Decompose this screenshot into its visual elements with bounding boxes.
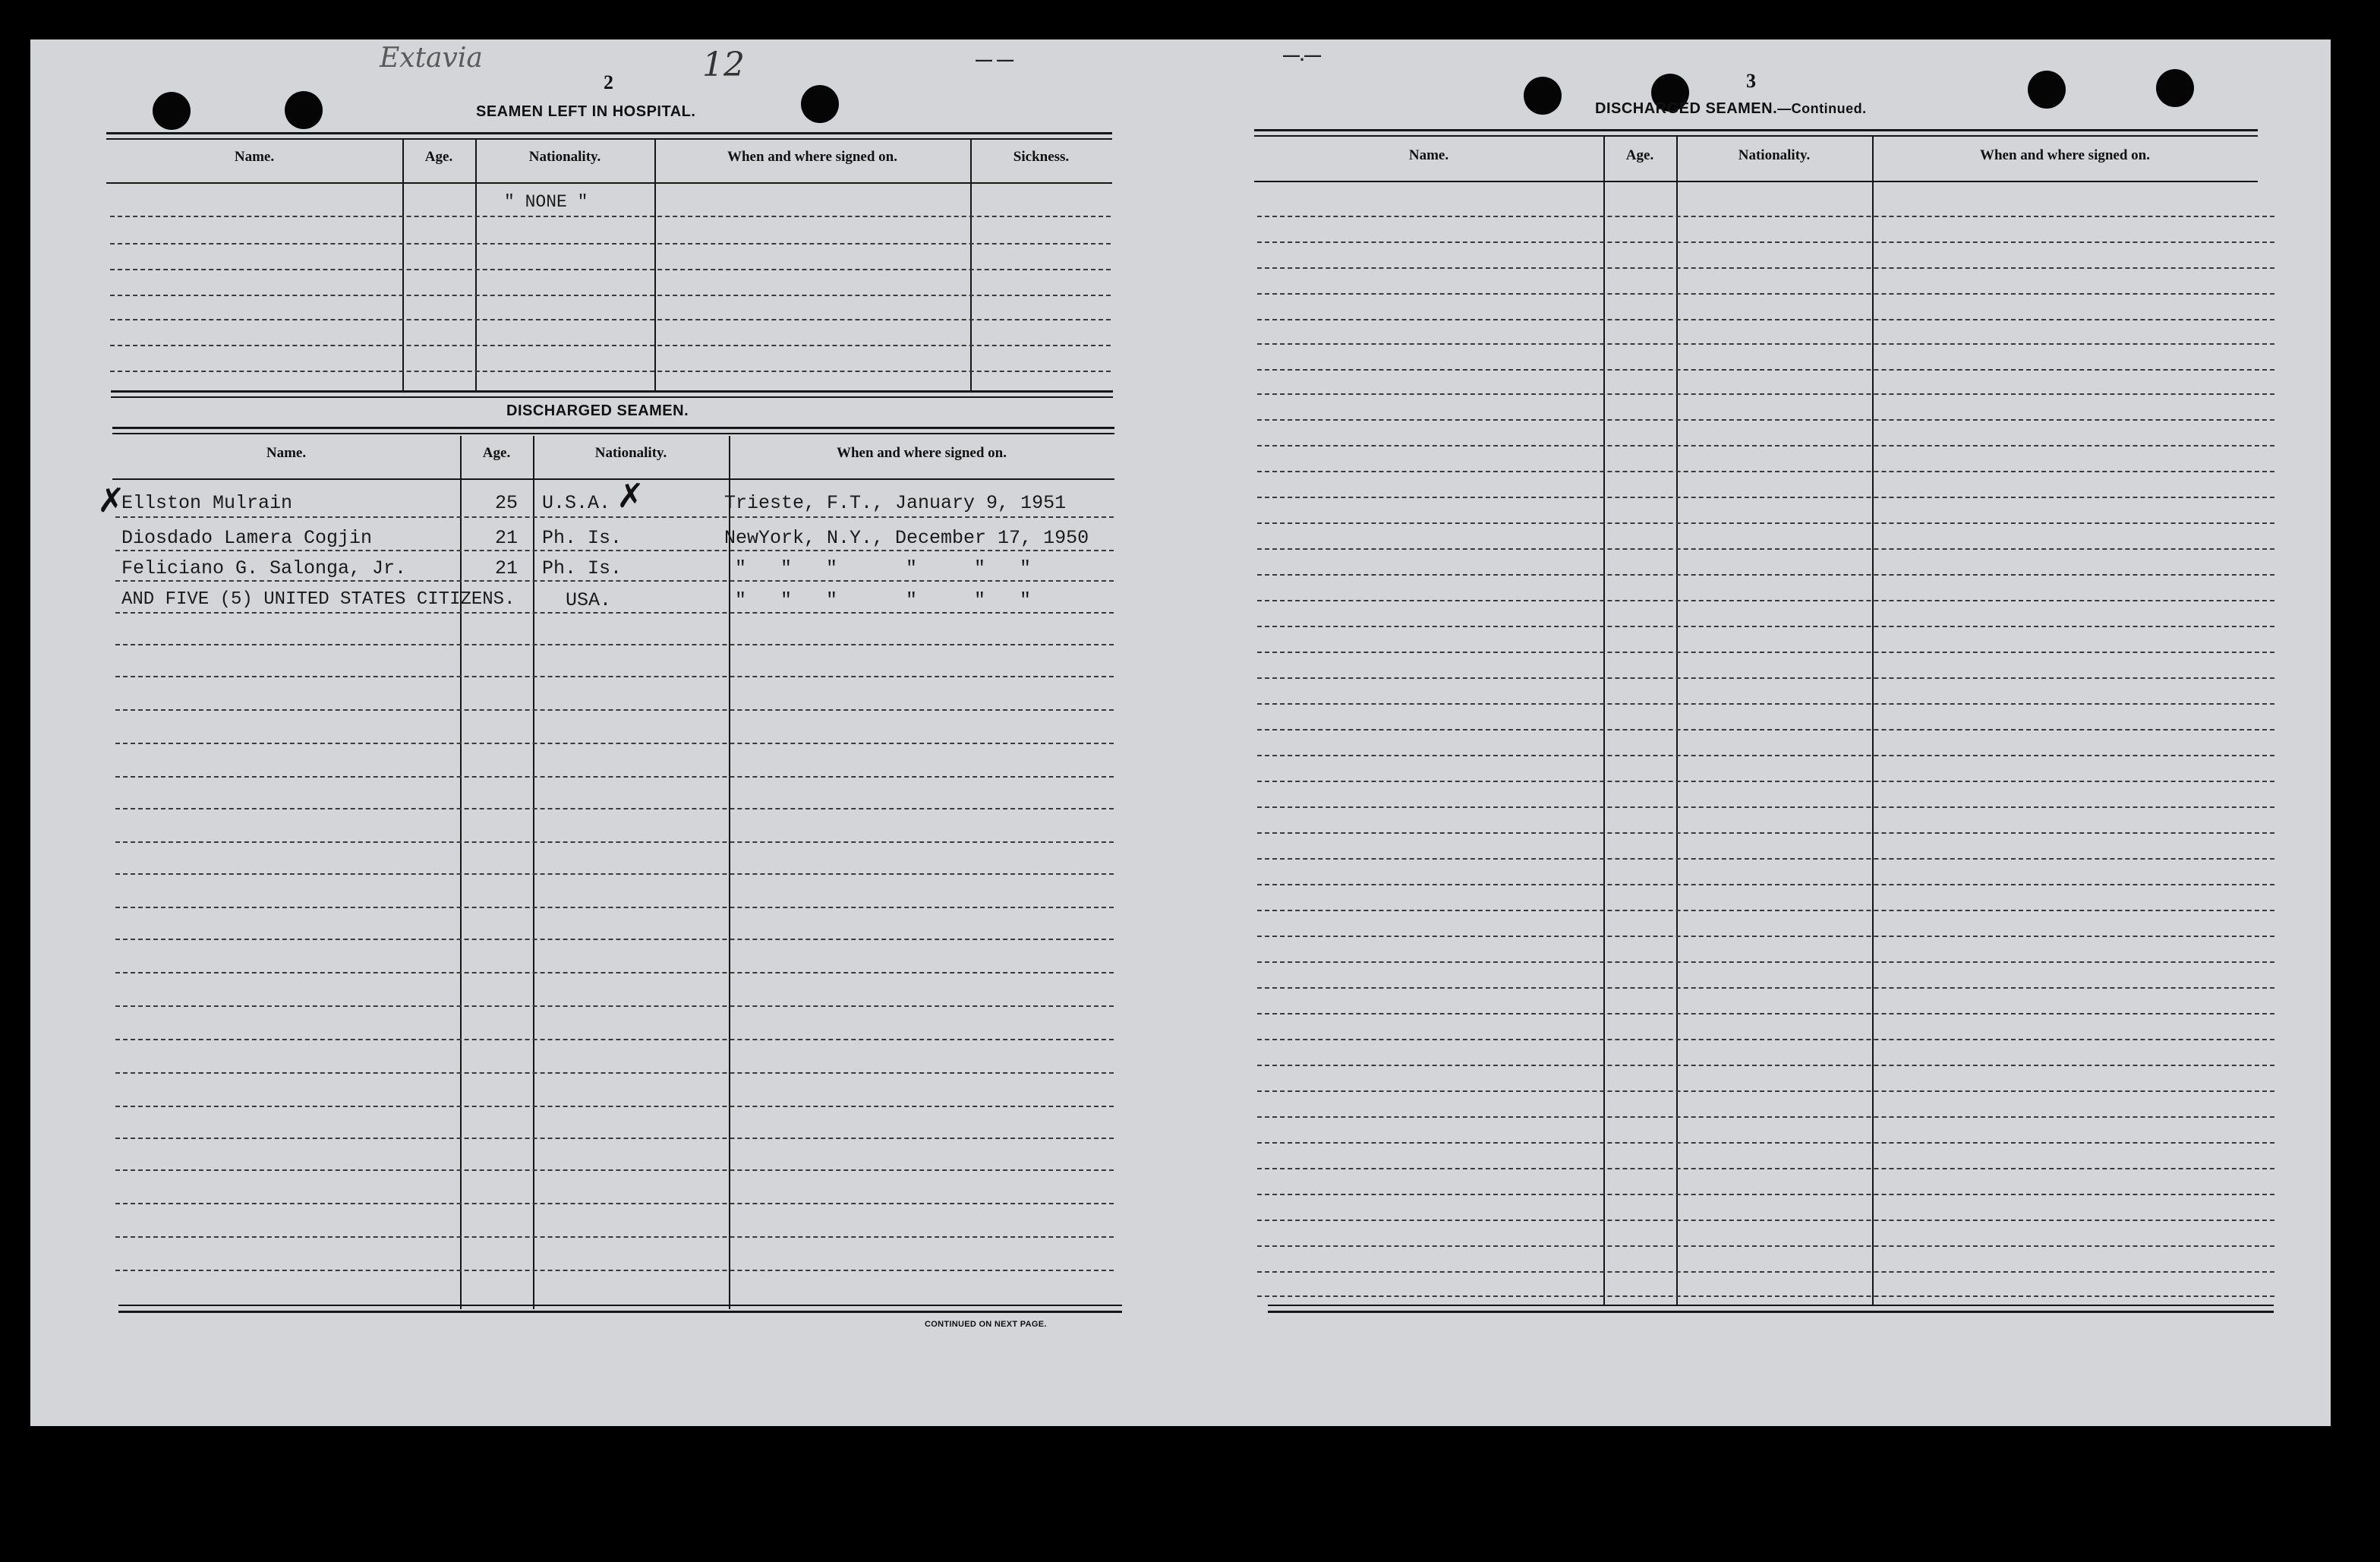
- dotted-row-line: [115, 709, 1114, 711]
- dotted-row-line: [1257, 806, 2274, 808]
- rule: [112, 478, 1114, 480]
- dotted-row-line: [1257, 677, 2274, 679]
- seaman-age: 21: [495, 527, 519, 549]
- dotted-row-line: [115, 743, 1114, 744]
- rule: [1268, 1305, 2274, 1306]
- punch-hole: [801, 85, 839, 123]
- dotted-row-line: [115, 516, 1114, 518]
- seaman-name: AND FIVE (5) UNITED STATES CITIZENS.: [121, 589, 515, 610]
- dotted-row-line: [1257, 1194, 2274, 1195]
- seaman-nationality: U.S.A.: [542, 492, 611, 514]
- dotted-row-line: [115, 808, 1114, 809]
- discharged-col-name: Name.: [266, 445, 307, 461]
- seaman-signed-on: " " " " " ": [735, 589, 1032, 611]
- dotted-row-line: [1257, 267, 2274, 269]
- rule: [111, 390, 1113, 393]
- dotted-row-line: [1257, 216, 2274, 217]
- dotted-row-line: [1257, 858, 2274, 860]
- title-text: DISCHARGED SEAMEN.: [1595, 100, 1778, 117]
- dotted-row-line: [1257, 1116, 2274, 1118]
- seaman-nationality: Ph. Is.: [542, 527, 623, 549]
- hospital-col-sickness: Sickness.: [1013, 149, 1070, 165]
- rule: [106, 132, 1112, 134]
- rule: [118, 1311, 1122, 1313]
- seaman-name: Feliciano G. Salonga, Jr.: [121, 557, 407, 579]
- page-number: 3: [1746, 70, 1756, 92]
- dotted-row-line: [1257, 393, 2274, 395]
- dotted-row-line: [1257, 626, 2274, 627]
- dotted-row-line: [1257, 419, 2274, 421]
- column-divider: [970, 140, 972, 390]
- dotted-row-line: [110, 269, 1111, 270]
- rule: [1268, 1311, 2274, 1313]
- dotted-row-line: [115, 1236, 1114, 1238]
- rule: [106, 182, 1112, 184]
- rule: [111, 396, 1113, 398]
- hospital-entry-none: " NONE ": [504, 192, 588, 212]
- punch-hole: [285, 91, 323, 129]
- column-divider: [729, 436, 730, 1309]
- title-continued: —Continued.: [1777, 101, 1867, 116]
- punch-hole: [2156, 69, 2194, 107]
- dotted-row-line: [115, 1138, 1114, 1139]
- column-divider: [533, 436, 534, 1309]
- smudge-mark: — —: [976, 50, 1014, 69]
- dotted-row-line: [1257, 445, 2274, 447]
- dotted-row-line: [115, 644, 1114, 645]
- dotted-row-line: [1257, 884, 2274, 885]
- hospital-col-name: Name.: [234, 149, 275, 165]
- dotted-row-line: [1257, 574, 2274, 576]
- dotted-row-line: [1257, 471, 2274, 472]
- dotted-row-line: [1257, 729, 2274, 731]
- hospital-col-age: Age.: [424, 149, 453, 165]
- dotted-row-line: [115, 676, 1114, 677]
- dotted-row-line: [1257, 343, 2274, 345]
- dotted-row-line: [1257, 497, 2274, 498]
- dotted-row-line: [1257, 600, 2274, 601]
- seaman-name: Diosdado Lamera Cogjin: [121, 527, 373, 549]
- column-divider: [654, 140, 656, 390]
- seaman-name: Ellston Mulrain: [121, 492, 293, 514]
- dotted-row-line: [110, 216, 1111, 217]
- punch-hole: [153, 92, 191, 130]
- column-divider: [475, 140, 477, 390]
- dotted-row-line: [115, 580, 1114, 582]
- dotted-row-line: [1257, 1295, 2274, 1297]
- dotted-row-line: [1257, 1245, 2274, 1247]
- dotted-row-line: [1257, 936, 2274, 937]
- right-col-signed-on: When and where signed on.: [1979, 147, 2150, 163]
- dotted-row-line: [1257, 832, 2274, 834]
- continued-footer: CONTINUED ON NEXT PAGE.: [925, 1320, 1047, 1329]
- rule: [106, 138, 1112, 140]
- dotted-row-line: [110, 295, 1111, 296]
- column-divider: [1676, 137, 1678, 1306]
- seaman-signed-on: Trieste, F.T., January 9, 1951: [724, 492, 1067, 514]
- dotted-row-line: [1257, 522, 2274, 524]
- hospital-section-title: SEAMEN LEFT IN HOSPITAL.: [476, 103, 696, 120]
- dotted-row-line: [1257, 293, 2274, 295]
- dotted-row-line: [1257, 1090, 2274, 1092]
- dotted-row-line: [1257, 755, 2274, 756]
- dotted-row-line: [1257, 703, 2274, 705]
- dotted-row-line: [1257, 1271, 2274, 1273]
- discharged-col-nationality: Nationality.: [594, 445, 667, 461]
- discharged-section-title: DISCHARGED SEAMEN.: [506, 402, 689, 419]
- rule: [1254, 129, 2258, 131]
- dotted-row-line: [1257, 1168, 2274, 1169]
- seaman-signed-on: " " " " " ": [735, 557, 1032, 579]
- dotted-row-line: [1257, 910, 2274, 911]
- column-divider: [460, 436, 462, 1309]
- dotted-row-line: [115, 1169, 1114, 1171]
- column-divider: [402, 140, 404, 390]
- dotted-row-line: [110, 345, 1111, 346]
- dotted-row-line: [115, 612, 1114, 614]
- rule: [112, 427, 1114, 429]
- smudge-mark: —.—: [1283, 46, 1322, 65]
- dotted-row-line: [1257, 241, 2274, 243]
- seaman-age: 21: [495, 557, 519, 579]
- dotted-row-line: [115, 939, 1114, 940]
- dotted-row-line: [1257, 1142, 2274, 1144]
- dotted-row-line: [1257, 961, 2274, 963]
- dotted-row-line: [1257, 369, 2274, 371]
- seaman-nationality: Ph. Is.: [542, 557, 623, 579]
- dotted-row-line: [1257, 1065, 2274, 1066]
- dotted-row-line: [1257, 781, 2274, 782]
- rule: [112, 433, 1114, 434]
- rule: [1254, 135, 2258, 137]
- dotted-row-line: [1257, 548, 2274, 550]
- seaman-age: 25: [495, 492, 519, 514]
- dotted-row-line: [1257, 652, 2274, 653]
- dotted-row-line: [110, 371, 1111, 372]
- discharged-continued-title: [1595, 100, 1867, 118]
- check-mark: ✗: [616, 477, 645, 516]
- discharged-col-signed-on: When and where signed on.: [836, 445, 1007, 461]
- handwritten-note: Extavia: [380, 43, 483, 74]
- dotted-row-line: [1257, 1220, 2274, 1221]
- paper-sheet: [30, 39, 2331, 1426]
- dotted-row-line: [115, 1005, 1114, 1007]
- dotted-row-line: [115, 550, 1114, 551]
- dotted-row-line: [115, 1072, 1114, 1074]
- seaman-nationality: USA.: [566, 589, 612, 611]
- dotted-row-line: [115, 1039, 1114, 1040]
- dotted-row-line: [115, 1106, 1114, 1107]
- seaman-signed-on: NewYork, N.Y., December 17, 1950: [724, 527, 1089, 549]
- dotted-row-line: [115, 873, 1114, 875]
- dotted-row-line: [110, 243, 1111, 245]
- punch-hole: [1524, 77, 1562, 115]
- dotted-row-line: [115, 907, 1114, 908]
- right-col-nationality: Nationality.: [1738, 147, 1811, 163]
- rule: [118, 1305, 1122, 1306]
- dotted-row-line: [115, 841, 1114, 843]
- hospital-col-signed-on: When and where signed on.: [727, 149, 897, 165]
- dotted-row-line: [115, 1203, 1114, 1204]
- dotted-row-line: [115, 1270, 1114, 1271]
- handwritten-mark: 12: [702, 46, 745, 84]
- dotted-row-line: [115, 972, 1114, 973]
- dotted-row-line: [1257, 987, 2274, 989]
- right-col-age: Age.: [1625, 147, 1654, 163]
- column-divider: [1872, 137, 1874, 1306]
- hospital-col-nationality: Nationality.: [528, 149, 601, 165]
- dotted-row-line: [115, 776, 1114, 778]
- discharged-col-age: Age.: [482, 445, 511, 461]
- dotted-row-line: [110, 319, 1111, 320]
- rule: [1254, 181, 2258, 182]
- page-number: 2: [604, 71, 613, 93]
- punch-hole: [2028, 71, 2066, 109]
- check-mark: ✗: [97, 481, 125, 520]
- dotted-row-line: [1257, 1039, 2274, 1040]
- column-divider: [1603, 137, 1605, 1306]
- right-col-name: Name.: [1408, 147, 1449, 163]
- dotted-row-line: [1257, 1013, 2274, 1015]
- dotted-row-line: [1257, 319, 2274, 320]
